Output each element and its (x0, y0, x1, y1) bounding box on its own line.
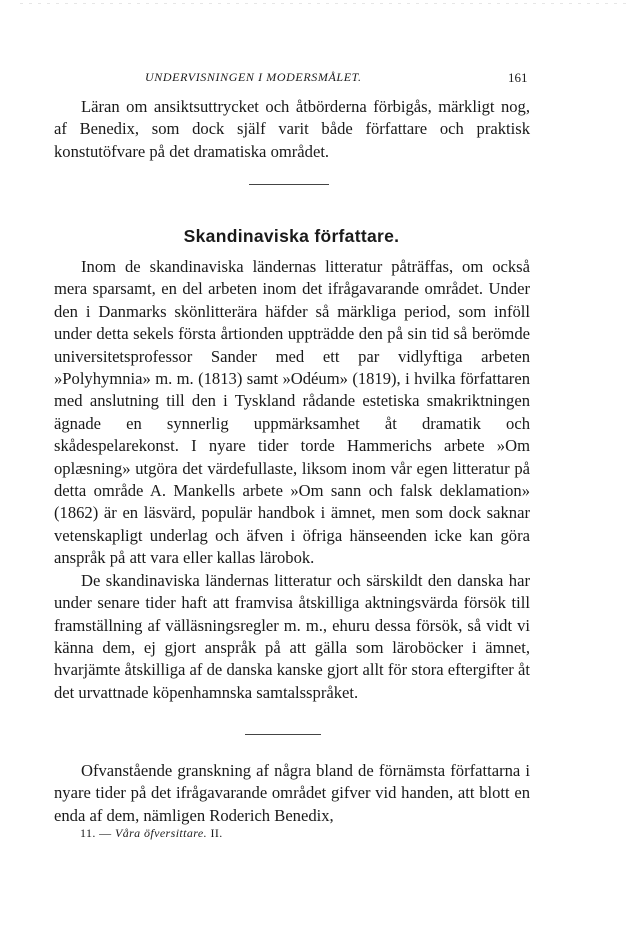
section-divider (245, 734, 321, 735)
intro-text-block (54, 96, 530, 163)
scan-edge-specks (20, 3, 630, 4)
section-heading: Skandinaviska författare. (183, 226, 400, 246)
signature-part: II. (210, 826, 223, 840)
closing-text-block (54, 760, 530, 827)
signature-number: 11. — (80, 826, 112, 840)
closing-paragraph: Ofvanstående granskning af några bland de förnämsta författarna i nyare tider på det ifrågavarande området gifver vid handen, att blott en enda af dem, nämligen Roderich Benedix, (54, 761, 530, 825)
section-divider (249, 184, 329, 185)
page-number: 161 (508, 70, 528, 85)
printer-signature (80, 826, 223, 841)
running-head: UNDERVISNINGEN I MODERSMÅLET. (145, 70, 362, 84)
intro-paragraph: Läran om ansiktsuttrycket och åtbörderna förbigås, märkligt nog, af Benedix, som dock själf varit både författare och praktisk konstutöfvare på det dramatiska området. (54, 97, 530, 161)
signature-title: Våra öfversittare. (114, 826, 208, 840)
main-text-block (54, 256, 530, 704)
body-paragraph: Inom de skandinaviska ländernas litteratur påträffas, om också mera sparsamt, en del arbeten inom det ifrågavarande området. Under den i Danmarks skönlitterära häfder så märkliga period, som inföll under detta sekels första årtionden uppträdde den på sin tid så berömde universitetsprofessor Sander med ett par vidlyftiga arbeten »Polyhymnia» m. m. (1813) samt »Odéum» (1819), i hvilka författaren med anslutning till den i Tyskland rådande estetiska smakriktningen ägnade en synnerlig uppmärksamhet åt dramatik och skådespelarekonst. I nyare tider torde Hammerichs arbete »Om oplæsning» utgöra det värdefullaste, liksom inom vår egen litteratur på detta område A. Mankells arbete »Om sann och falsk deklamation» (1862) är en läsvärd, populär handbok i ämnet, men som dock saknar vetenskapligt underlag och äfven i öfriga hänseenden icke kan göra anspråk på att vara eller kallas lärobok. (54, 257, 530, 568)
body-paragraph: De skandinaviska ländernas litteratur och särskildt den danska har under senare tider haft att framvisa åtskilliga aktningsvärda försök till framställning af välläsningsregler m. m., ehuru dessa försök, så vidt vi känna dem, ej gjort anspråk på att gälla som läroböcker i ämnet, hvarjämte åtskilliga af de danska kanske gjort allt för stora eftergifter åt det urvattnade köpenhamnska samtalsspråket. (54, 570, 530, 702)
